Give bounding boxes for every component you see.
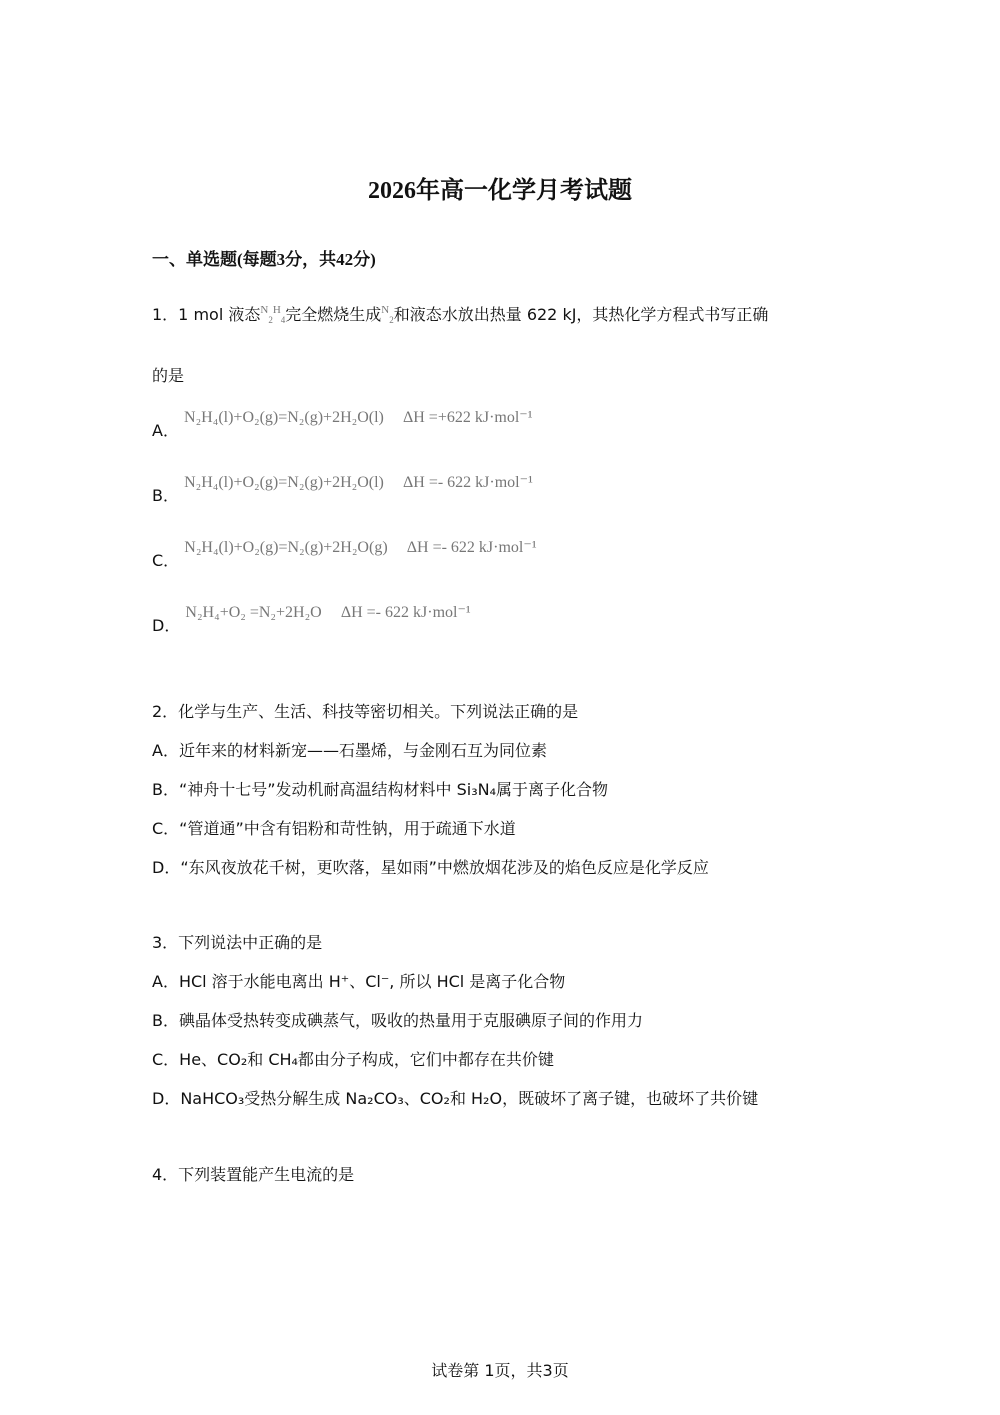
q3-option-d: D．NaHCO₃受热分解生成 Na₂CO₃、CO₂和 H₂O，既破坏了离子键，也破坏了共价键 <box>152 1089 759 1108</box>
q1-suffix: 和液态水放出热量 622 kJ，其热化学方程式书写正确 <box>393 305 769 324</box>
page-title: 2026年高一化学月考试题 <box>368 178 632 204</box>
question-2-stem: 2．化学与生产、生活、科技等密切相关。下列说法正确的是 <box>152 702 579 721</box>
q3-option-c: C．He、CO₂和 CH₄都由分子构成，它们中都存在共价键 <box>152 1050 554 1069</box>
q1-option-d <box>152 599 471 635</box>
q3-option-b: B．碘晶体受热转变成碘蒸气，吸收的热量用于克服碘原子间的作用力 <box>152 1011 643 1030</box>
option-equation: N₂H₄(l)+O₂(g)=N₂(g)+2H₂O(g) <box>184 539 388 556</box>
option-letter: C． <box>152 551 180 570</box>
q2-option-d: D．“东风夜放花千树，更吹落，星如雨”中燃放烟花涉及的焰色反应是化学反应 <box>152 858 709 877</box>
q2-option-a: A．近年来的材料新宠——石墨烯，与金刚石互为同位素 <box>152 741 547 760</box>
q2-option-c: C．“管道通”中含有铝粉和苛性钠，用于疏通下水道 <box>152 819 516 838</box>
option-enthalpy: ΔH =- 622 kJ·mol⁻¹ <box>406 539 537 556</box>
question-1-stem <box>152 300 768 330</box>
option-equation: N₂H₄(l)+O₂(g)=N₂(g)+2H₂O(l) <box>184 409 384 426</box>
option-enthalpy: ΔH =- 622 kJ·mol⁻¹ <box>340 604 471 621</box>
q1-option-a <box>152 404 533 440</box>
q1-formula-n2h4: $^N2^H4$ <box>260 304 286 325</box>
question-4-stem: 4．下列装置能产生电流的是 <box>152 1165 355 1184</box>
q1-prefix: 1．1 mol 液态 <box>152 305 261 324</box>
section-heading: 一、单选题(每题3分，共42分) <box>152 250 376 269</box>
q2-option-b: B．“神舟十七号”发动机耐高温结构材料中 Si₃N₄属于离子化合物 <box>152 780 609 799</box>
page-footer: 试卷第 1页，共3页 <box>431 1361 569 1380</box>
option-letter: B． <box>152 486 179 505</box>
option-enthalpy: ΔH =- 622 kJ·mol⁻¹ <box>402 474 533 491</box>
option-equation: N₂H₄(l)+O₂(g)=N₂(g)+2H₂O(l) <box>184 474 384 491</box>
option-equation: N₂H₄+O₂ =N₂+2H₂O <box>185 604 322 621</box>
question-1-stem-line2: 的是 <box>152 366 185 385</box>
q1-formula-n2: $^N$2 <box>381 304 394 325</box>
q1-option-b <box>152 469 533 505</box>
option-letter: D． <box>152 616 181 635</box>
q1-option-c <box>152 534 537 570</box>
option-enthalpy: ΔH =+622 kJ·mol⁻¹ <box>402 409 533 426</box>
option-letter: A． <box>152 421 179 440</box>
question-3-stem: 3．下列说法中正确的是 <box>152 933 323 952</box>
q3-option-a: A．HCl 溶于水能电离出 H⁺、Cl⁻, 所以 HCl 是离子化合物 <box>152 972 566 991</box>
q1-mid: 完全燃烧生成 <box>285 305 382 324</box>
